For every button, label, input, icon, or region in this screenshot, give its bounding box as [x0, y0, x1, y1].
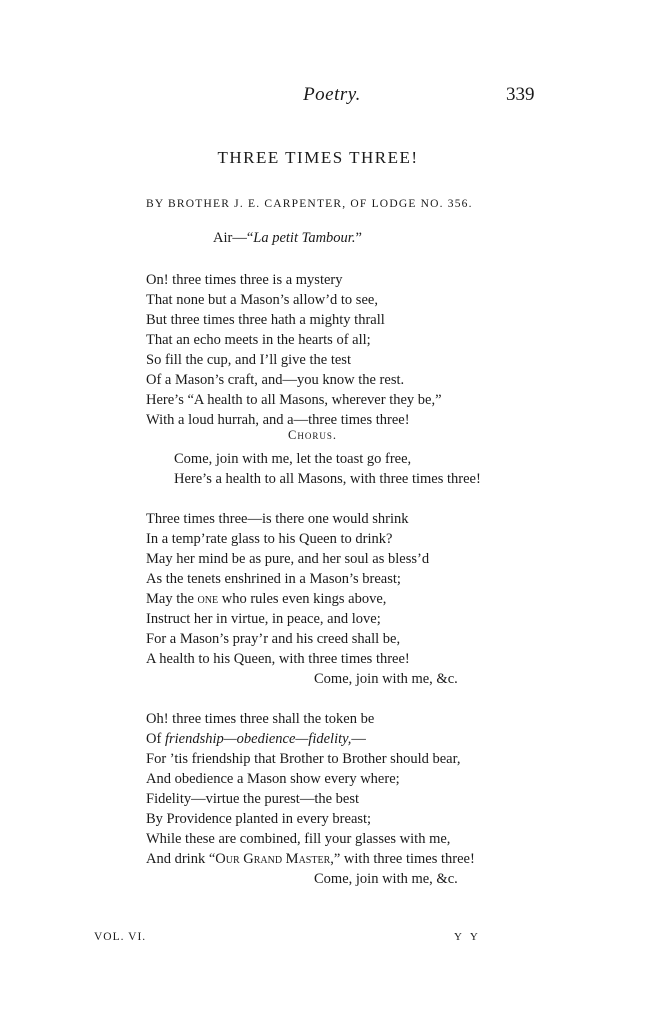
verse-text: — — [351, 731, 366, 747]
poem-byline: BY BROTHER J. E. CARPENTER, OF LODGE NO. 356. — [146, 198, 473, 210]
poem-title: THREE TIMES THREE! — [217, 148, 419, 167]
verse-line: That none but a Mason’s allow’d to see, — [146, 292, 378, 308]
verse-line: On! three times three is a mystery — [146, 272, 343, 288]
verse-small-caps: one — [197, 591, 219, 607]
verse-text: who rules even kings above, — [218, 591, 387, 607]
verse-text: And drink “ — [146, 851, 216, 867]
page-number: 339 — [506, 84, 535, 105]
verse-line: A health to his Queen, with three times three! — [146, 651, 410, 667]
verse-line — [146, 729, 366, 749]
air-tune: La petit Tambour. — [253, 230, 356, 246]
refrain-line: Come, join with me, &c. — [314, 871, 458, 887]
verse-line: With a loud hurrah, and a—three times three! — [146, 412, 410, 428]
verse-line: Of a Mason’s craft, and—you know the rest. — [146, 372, 405, 388]
air-line — [213, 230, 362, 247]
verse-text: Of — [146, 731, 165, 747]
verse-text: May the — [146, 591, 198, 607]
volume-label: VOL. VI. — [94, 931, 147, 943]
chorus-heading: Chorus. — [288, 428, 337, 442]
verse-line — [146, 849, 475, 869]
air-suffix: ” — [355, 230, 362, 246]
chorus-line: Here’s a health to all Masons, with three times three! — [174, 471, 481, 487]
verse-line: That an echo meets in the hearts of all; — [146, 332, 371, 348]
verse-line: Oh! three times three shall the token be — [146, 711, 375, 727]
verse-line: May her mind be as pure, and her soul as bless’d — [146, 551, 430, 567]
verse-line: As the tenets enshrined in a Mason’s breast; — [146, 571, 401, 587]
verse-line: But three times three hath a mighty thrall — [146, 312, 385, 328]
refrain-line: Come, join with me, &c. — [314, 671, 458, 687]
verse-line: In a temp’rate glass to his Queen to drink? — [146, 531, 393, 547]
air-prefix: Air—“ — [213, 230, 254, 246]
verse-line: Fidelity—virtue the purest—the best — [146, 791, 360, 807]
verse-line: Three times three—is there one would shrink — [146, 511, 409, 527]
chorus-line: Come, join with me, let the toast go free, — [174, 451, 412, 467]
verse-line: For a Mason’s pray’r and his creed shall be, — [146, 631, 401, 647]
verse-line: Instruct her in virtue, in peace, and love; — [146, 611, 381, 627]
signature-mark: Y Y — [454, 931, 481, 943]
verse-line: For ’tis friendship that Brother to Brother should bear, — [146, 751, 461, 767]
verse-line: By Providence planted in every breast; — [146, 811, 372, 827]
verse-line: Here’s “A health to all Masons, wherever they be,” — [146, 392, 442, 408]
verse-line: While these are combined, fill your glasses with me, — [146, 831, 451, 847]
verse-text: ” with three times three! — [333, 851, 475, 867]
running-title: Poetry. — [303, 84, 361, 105]
verse-line: So fill the cup, and I’ll give the test — [146, 352, 351, 368]
verse-line: And obedience a Mason show every where; — [146, 771, 400, 787]
verse-small-caps: Our Grand Master, — [215, 851, 334, 867]
verse-italic: friendship—obedience—fidelity, — [164, 731, 352, 747]
verse-line — [146, 589, 386, 609]
